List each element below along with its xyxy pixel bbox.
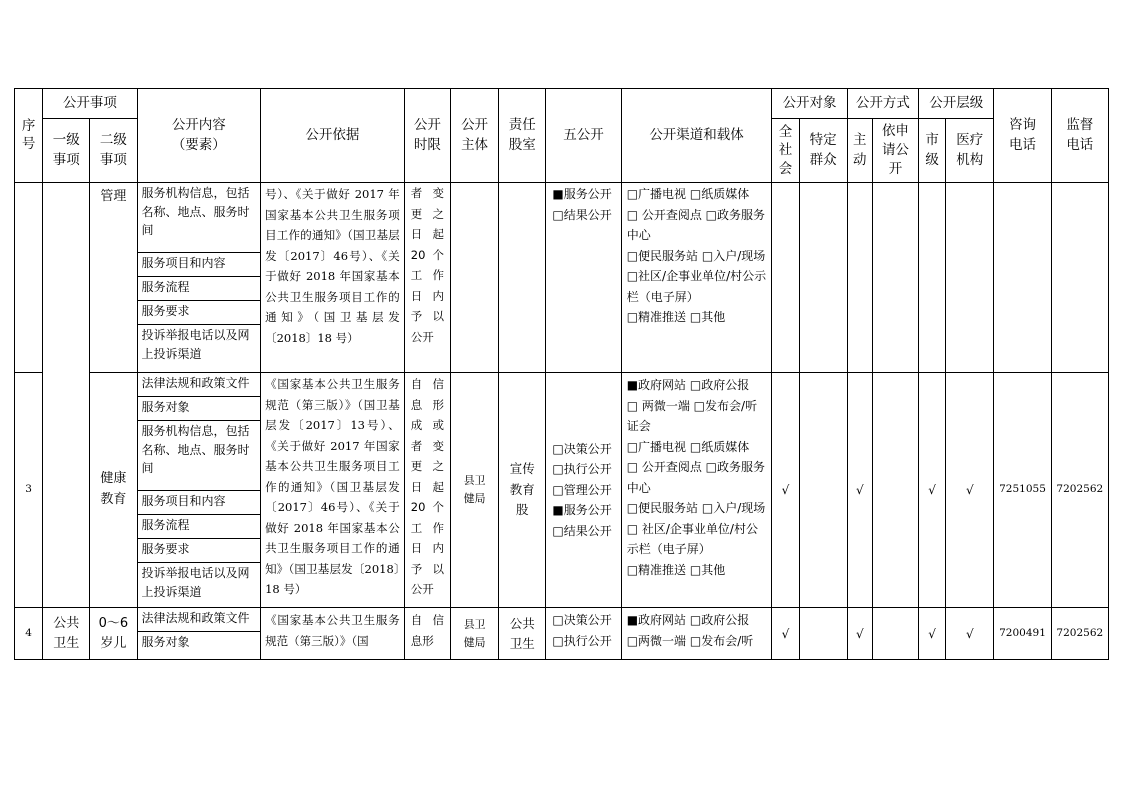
header-level2: 二级事项 <box>90 119 137 183</box>
channel-item: □ 社区/企事业单位/村公示栏（电子屏） <box>626 521 758 556</box>
consult-phone-cell <box>994 183 1051 373</box>
channel-item: □广播电视 □纸质媒体 <box>626 439 750 454</box>
content-cell <box>137 608 261 660</box>
channel-item: ■政府网站 □政府公报 <box>626 613 750 627</box>
target-specific-cell <box>799 608 847 660</box>
channel-item: □便民服务站 □入户/现场 <box>626 248 766 263</box>
content-item: 法律法规和政策文件 <box>138 608 261 632</box>
level-medical-cell: √ <box>946 608 994 660</box>
level-medical-cell: √ <box>946 373 994 608</box>
five-item: ■服务公开 <box>552 187 612 201</box>
header-content: 公开内容（要素） <box>137 89 261 183</box>
content-item: 服务机构信息，包括名称、地点、服务时间 <box>138 183 261 253</box>
consult-phone-cell: 7251055 <box>994 373 1051 608</box>
time-limit-cell: 自信息形 <box>404 608 450 660</box>
header-level-group: 公开层级 <box>919 89 994 119</box>
header-level-medical: 医疗机构 <box>946 119 994 183</box>
header-dept: 责任股室 <box>499 89 546 183</box>
time-limit-cell: 者变更之日起 20 个工作日内予以公开 <box>404 183 450 373</box>
seq-cell: 4 <box>15 608 43 660</box>
method-active-cell <box>847 183 872 373</box>
five-item: □结果公开 <box>552 523 612 538</box>
header-target-group: 公开对象 <box>772 89 847 119</box>
channel-item: □两微一端 □发布会/听 <box>626 633 754 648</box>
content-item: 服务流程 <box>138 515 261 539</box>
content-item: 服务机构信息，包括名称、地点、服务时间 <box>138 421 261 491</box>
supervise-phone-cell: 7202562 <box>1051 608 1108 660</box>
dept-cell: 宣传教育股 <box>499 373 546 608</box>
supervise-phone-cell <box>1051 183 1108 373</box>
header-five: 五公开 <box>546 89 621 183</box>
table-row <box>15 608 1109 660</box>
five-item: □管理公开 <box>552 482 612 497</box>
five-item: □结果公开 <box>552 207 612 222</box>
level-city-cell: √ <box>919 608 946 660</box>
subject-cell: 县卫健局 <box>450 608 498 660</box>
content-item: 法律法规和政策文件 <box>138 373 261 397</box>
basis-cell: 《国家基本公共卫生服务规范（第三版）》（国卫基层发〔2017〕13号）、《关于做好 2017 年国家基本公共卫生服务项目工作的通知》（国卫基层发〔2017〕46号）、《关于做好 2018 年国家基本公共卫生服务项目工作的通知》（国卫基层发〔2018〕18 号） <box>261 373 405 608</box>
content-item: 服务流程 <box>138 277 261 301</box>
channel-item: □ 公开查阅点 □政务服务中心 <box>626 460 766 495</box>
header-method-active: 主动 <box>847 119 872 183</box>
header-method-group: 公开方式 <box>847 89 918 119</box>
channel-item: □ 公开查阅点 □政务服务中心 <box>626 207 766 242</box>
basis-cell: 《国家基本公共卫生服务规范（第三版）》（国 <box>261 608 405 660</box>
content-cell <box>137 183 261 373</box>
header-supervise-phone: 监督电话 <box>1051 89 1108 183</box>
table-row <box>15 183 1109 373</box>
channel-item: ■政府网站 □政府公报 <box>626 378 750 392</box>
level-medical-cell <box>946 183 994 373</box>
target-specific-cell <box>799 183 847 373</box>
level-city-cell <box>919 183 946 373</box>
channel-item: □广播电视 □纸质媒体 <box>626 187 750 201</box>
five-cell <box>546 608 621 660</box>
header-target-specific: 特定群众 <box>799 119 847 183</box>
channel-cell <box>621 373 772 608</box>
header-target-all: 全社会 <box>772 119 799 183</box>
content-item: 投诉举报电话以及网上投诉渠道 <box>141 328 250 361</box>
content-item: 投诉举报电话以及网上投诉渠道 <box>141 566 250 599</box>
channel-item: □精准推送 □其他 <box>626 562 726 577</box>
seq-cell <box>15 183 43 373</box>
target-all-cell <box>772 183 799 373</box>
header-time-limit: 公开时限 <box>404 89 450 183</box>
five-item: □决策公开 <box>552 441 612 456</box>
content-item: 服务项目和内容 <box>138 491 261 515</box>
time-limit-cell: 自信息形成或者变更之日起 20 个工作日内予以公开 <box>404 373 450 608</box>
method-request-cell <box>872 608 918 660</box>
channel-item: □社区/企事业单位/村公示栏（电子屏） <box>626 269 767 304</box>
five-item: □决策公开 <box>552 613 612 627</box>
content-item: 服务要求 <box>138 539 261 563</box>
supervise-phone-cell: 7202562 <box>1051 373 1108 608</box>
five-cell <box>546 183 621 373</box>
dept-cell: 公共卫生 <box>499 608 546 660</box>
channel-item: □ 两微一端 □发布会/听证会 <box>626 398 758 433</box>
header-level1: 一级事项 <box>43 119 90 183</box>
five-item: □执行公开 <box>552 462 612 477</box>
dept-cell <box>499 183 546 373</box>
level2-cell: 0～6岁儿 <box>90 608 137 660</box>
header-seq: 序号 <box>15 89 43 183</box>
subject-cell <box>450 183 498 373</box>
basis-cell: 号）、《关于做好 2017 年国家基本公共卫生服务项目工作的通知》（国卫基层发〔2017〕46号）、《关于做好 2018 年国家基本公共卫生服务项目工作的通知》（国卫基层发〔2018〕18 号） <box>261 183 405 373</box>
content-item: 服务对象 <box>138 397 261 421</box>
method-request-cell <box>872 373 918 608</box>
seq-cell: 3 <box>15 373 43 608</box>
method-request-cell <box>872 183 918 373</box>
target-specific-cell <box>799 373 847 608</box>
content-cell <box>137 373 261 608</box>
content-item: 服务对象 <box>141 635 190 649</box>
header-level-city: 市级 <box>919 119 946 183</box>
level2-cell: 健康教育 <box>90 373 137 608</box>
channel-item: □便民服务站 □入户/现场 <box>626 501 766 515</box>
table-row <box>15 373 1109 608</box>
target-all-cell: √ <box>772 373 799 608</box>
channel-cell <box>621 183 772 373</box>
level1-cell: 公共卫生 <box>43 608 90 660</box>
header-method-request: 依申请公开 <box>872 119 918 183</box>
channel-item: □精准推送 □其他 <box>626 310 726 324</box>
level1-cell <box>43 183 90 608</box>
header-channel: 公开渠道和载体 <box>621 89 772 183</box>
method-active-cell: √ <box>847 608 872 660</box>
content-item: 服务要求 <box>138 301 261 325</box>
channel-cell <box>621 608 772 660</box>
header-consult-phone: 咨询电话 <box>994 89 1051 183</box>
five-item: □执行公开 <box>552 633 612 648</box>
level2-cell: 管理 <box>90 183 137 373</box>
five-item: ■服务公开 <box>552 503 612 518</box>
header-basis: 公开依据 <box>261 89 405 183</box>
header-subject: 公开主体 <box>450 89 498 183</box>
level-city-cell: √ <box>919 373 946 608</box>
method-active-cell: √ <box>847 373 872 608</box>
target-all-cell: √ <box>772 608 799 660</box>
content-item: 服务项目和内容 <box>138 253 261 277</box>
consult-phone-cell: 7200491 <box>994 608 1051 660</box>
disclosure-table <box>14 88 1109 660</box>
five-cell <box>546 373 621 608</box>
subject-cell: 县卫健局 <box>450 373 498 608</box>
header-matter-group: 公开事项 <box>43 89 137 119</box>
